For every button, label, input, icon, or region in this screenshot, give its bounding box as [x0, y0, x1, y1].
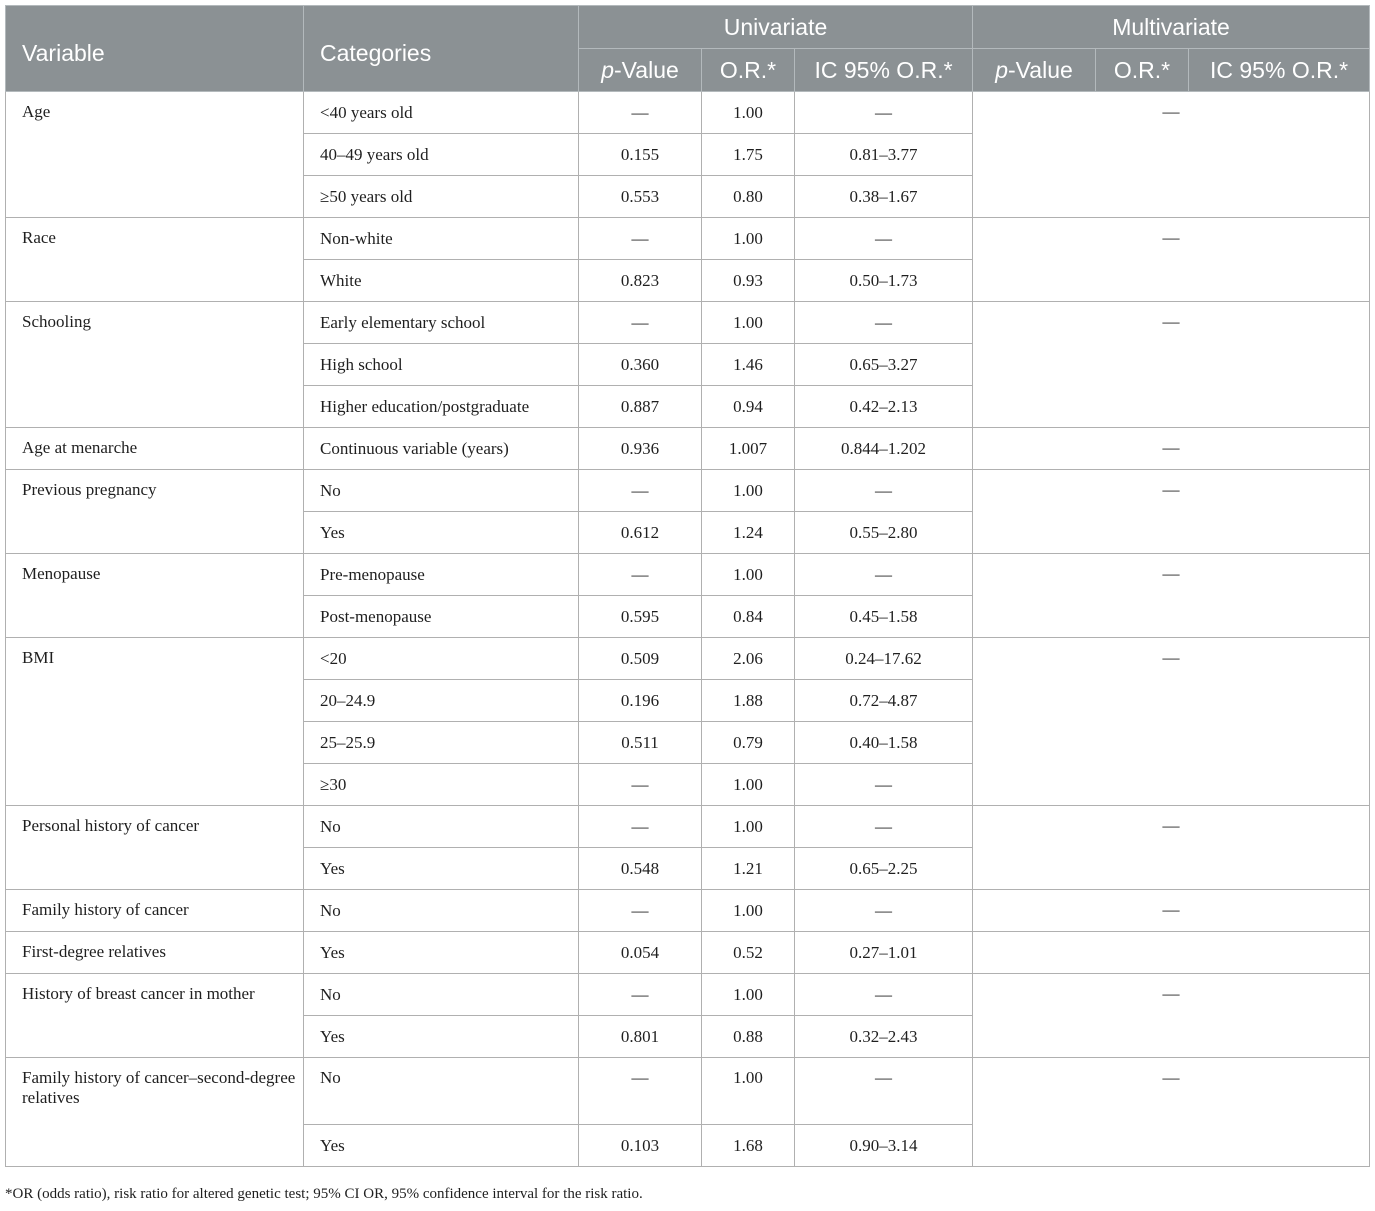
multivariate-cell: — — [973, 890, 1370, 932]
table-row — [6, 932, 1370, 974]
header-multi-ci: IC 95% O.R.* — [1189, 49, 1370, 92]
header-uni-or: O.R.* — [702, 49, 795, 92]
uni-p-value-cell: — — [579, 554, 702, 596]
category-cell: 25–25.9 — [304, 722, 579, 764]
category-cell: Yes — [304, 1125, 579, 1167]
uni-or-cell: 0.88 — [702, 1016, 795, 1058]
uni-ci-cell: 0.844–1.202 — [795, 428, 973, 470]
variable-cell: First-degree relatives — [6, 932, 304, 974]
category-cell: Early elementary school — [304, 302, 579, 344]
multivariate-cell: — — [973, 428, 1370, 470]
multivariate-cell: — — [973, 92, 1370, 218]
uni-p-value-cell: — — [579, 974, 702, 1016]
table-row — [6, 554, 1370, 596]
category-cell: Yes — [304, 848, 579, 890]
category-cell: Yes — [304, 1016, 579, 1058]
header-uni-p-value — [579, 49, 702, 92]
header-uni-ci: IC 95% O.R.* — [795, 49, 973, 92]
uni-p-value-cell: — — [579, 764, 702, 806]
multivariate-cell: — — [973, 1058, 1370, 1167]
uni-ci-cell: 0.65–3.27 — [795, 344, 973, 386]
variable-cell: Age at menarche — [6, 428, 304, 470]
uni-or-cell: 1.75 — [702, 134, 795, 176]
category-cell: No — [304, 974, 579, 1016]
uni-ci-cell: — — [795, 554, 973, 596]
uni-p-value-cell: 0.823 — [579, 260, 702, 302]
variable-cell: BMI — [6, 638, 304, 806]
uni-ci-cell: 0.42–2.13 — [795, 386, 973, 428]
uni-p-value-cell: 0.054 — [579, 932, 702, 974]
p-suffix: -Value — [1008, 56, 1073, 83]
uni-or-cell: 1.00 — [702, 890, 795, 932]
multivariate-cell: — — [973, 554, 1370, 638]
header-multi-p-value — [973, 49, 1096, 92]
uni-ci-cell: — — [795, 806, 973, 848]
uni-p-value-cell: 0.553 — [579, 176, 702, 218]
uni-or-cell: 1.88 — [702, 680, 795, 722]
p-italic: p — [995, 56, 1009, 83]
category-cell: <20 — [304, 638, 579, 680]
multivariate-cell — [973, 932, 1370, 974]
variable-cell: Family history of cancer–second-degree relatives — [6, 1058, 304, 1167]
uni-ci-cell: 0.27–1.01 — [795, 932, 973, 974]
uni-p-value-cell: 0.595 — [579, 596, 702, 638]
p-italic: p — [601, 56, 614, 83]
uni-p-value-cell: — — [579, 92, 702, 134]
variable-cell: Previous pregnancy — [6, 470, 304, 554]
category-cell: No — [304, 1058, 579, 1125]
uni-or-cell: 2.06 — [702, 638, 795, 680]
table-body — [6, 92, 1370, 1167]
uni-p-value-cell: 0.196 — [579, 680, 702, 722]
category-cell: ≥50 years old — [304, 176, 579, 218]
uni-or-cell: 0.84 — [702, 596, 795, 638]
uni-or-cell: 1.00 — [702, 806, 795, 848]
variable-cell: Family history of cancer — [6, 890, 304, 932]
category-cell: Yes — [304, 932, 579, 974]
uni-or-cell: 1.00 — [702, 1058, 795, 1125]
category-cell: High school — [304, 344, 579, 386]
table-row — [6, 974, 1370, 1016]
uni-p-value-cell: — — [579, 1058, 702, 1125]
uni-ci-cell: 0.90–3.14 — [795, 1125, 973, 1167]
variable-cell: Menopause — [6, 554, 304, 638]
header-multi-or: O.R.* — [1096, 49, 1189, 92]
uni-ci-cell: 0.65–2.25 — [795, 848, 973, 890]
uni-p-value-cell: 0.801 — [579, 1016, 702, 1058]
table-row — [6, 1058, 1370, 1125]
variable-cell: Schooling — [6, 302, 304, 428]
uni-p-value-cell: 0.103 — [579, 1125, 702, 1167]
uni-ci-cell: 0.55–2.80 — [795, 512, 973, 554]
variable-cell: History of breast cancer in mother — [6, 974, 304, 1058]
uni-p-value-cell: 0.612 — [579, 512, 702, 554]
uni-ci-cell: 0.38–1.67 — [795, 176, 973, 218]
variable-cell: Age — [6, 92, 304, 218]
table-row — [6, 428, 1370, 470]
uni-ci-cell: 0.50–1.73 — [795, 260, 973, 302]
multivariate-cell: — — [973, 638, 1370, 806]
header-categories: Categories — [304, 6, 579, 92]
uni-or-cell: 1.00 — [702, 974, 795, 1016]
uni-ci-cell: 0.45–1.58 — [795, 596, 973, 638]
category-cell: <40 years old — [304, 92, 579, 134]
uni-or-cell: 1.24 — [702, 512, 795, 554]
category-cell: 20–24.9 — [304, 680, 579, 722]
uni-ci-cell: — — [795, 470, 973, 512]
uni-or-cell: 1.00 — [702, 764, 795, 806]
category-cell: Higher education/postgraduate — [304, 386, 579, 428]
uni-p-value-cell: 0.936 — [579, 428, 702, 470]
uni-or-cell: 1.21 — [702, 848, 795, 890]
uni-ci-cell: 0.32–2.43 — [795, 1016, 973, 1058]
uni-p-value-cell: — — [579, 890, 702, 932]
multivariate-cell: — — [973, 218, 1370, 302]
category-cell: No — [304, 890, 579, 932]
uni-or-cell: 1.007 — [702, 428, 795, 470]
category-cell: Continuous variable (years) — [304, 428, 579, 470]
header-variable: Variable — [6, 6, 304, 92]
uni-ci-cell: 0.72–4.87 — [795, 680, 973, 722]
uni-p-value-cell: — — [579, 806, 702, 848]
uni-ci-cell: 0.40–1.58 — [795, 722, 973, 764]
table-footnote: *OR (odds ratio), risk ratio for altered genetic test; 95% CI OR, 95% confidence interval for the risk ratio. — [5, 1186, 643, 1202]
category-cell: Non-white — [304, 218, 579, 260]
category-cell: Yes — [304, 512, 579, 554]
category-cell: White — [304, 260, 579, 302]
category-cell: 40–49 years old — [304, 134, 579, 176]
p-suffix: -Value — [614, 56, 679, 83]
uni-or-cell: 0.94 — [702, 386, 795, 428]
uni-p-value-cell: — — [579, 302, 702, 344]
uni-or-cell: 1.00 — [702, 92, 795, 134]
table-row — [6, 92, 1370, 134]
uni-p-value-cell: 0.887 — [579, 386, 702, 428]
uni-or-cell: 0.79 — [702, 722, 795, 764]
category-cell: No — [304, 806, 579, 848]
uni-or-cell: 1.68 — [702, 1125, 795, 1167]
category-cell: Pre-menopause — [304, 554, 579, 596]
uni-or-cell: 1.46 — [702, 344, 795, 386]
uni-ci-cell: — — [795, 302, 973, 344]
table-row — [6, 302, 1370, 344]
uni-ci-cell: — — [795, 218, 973, 260]
category-cell: No — [304, 470, 579, 512]
uni-or-cell: 1.00 — [702, 302, 795, 344]
uni-p-value-cell: — — [579, 218, 702, 260]
uni-p-value-cell: 0.548 — [579, 848, 702, 890]
category-cell: Post-menopause — [304, 596, 579, 638]
uni-or-cell: 0.80 — [702, 176, 795, 218]
uni-or-cell: 1.00 — [702, 470, 795, 512]
table-row — [6, 470, 1370, 512]
table-row — [6, 806, 1370, 848]
uni-ci-cell: — — [795, 890, 973, 932]
header-univariate: Univariate — [579, 6, 973, 49]
uni-ci-cell: — — [795, 1058, 973, 1125]
multivariate-cell: — — [973, 806, 1370, 890]
multivariate-cell: — — [973, 974, 1370, 1058]
header-multivariate: Multivariate — [973, 6, 1370, 49]
variable-cell: Personal history of cancer — [6, 806, 304, 890]
uni-p-value-cell: 0.511 — [579, 722, 702, 764]
uni-ci-cell: — — [795, 92, 973, 134]
uni-p-value-cell: — — [579, 470, 702, 512]
uni-ci-cell: — — [795, 974, 973, 1016]
category-cell: ≥30 — [304, 764, 579, 806]
table-row — [6, 638, 1370, 680]
uni-ci-cell: 0.81–3.77 — [795, 134, 973, 176]
multivariate-cell: — — [973, 302, 1370, 428]
uni-p-value-cell: 0.155 — [579, 134, 702, 176]
table-row — [6, 890, 1370, 932]
multivariate-cell: — — [973, 470, 1370, 554]
uni-or-cell: 1.00 — [702, 554, 795, 596]
uni-ci-cell: 0.24–17.62 — [795, 638, 973, 680]
uni-or-cell: 1.00 — [702, 218, 795, 260]
variable-cell: Race — [6, 218, 304, 302]
uni-ci-cell: — — [795, 764, 973, 806]
results-table — [5, 5, 1370, 1167]
uni-p-value-cell: 0.509 — [579, 638, 702, 680]
uni-p-value-cell: 0.360 — [579, 344, 702, 386]
uni-or-cell: 0.93 — [702, 260, 795, 302]
uni-or-cell: 0.52 — [702, 932, 795, 974]
table-row — [6, 218, 1370, 260]
